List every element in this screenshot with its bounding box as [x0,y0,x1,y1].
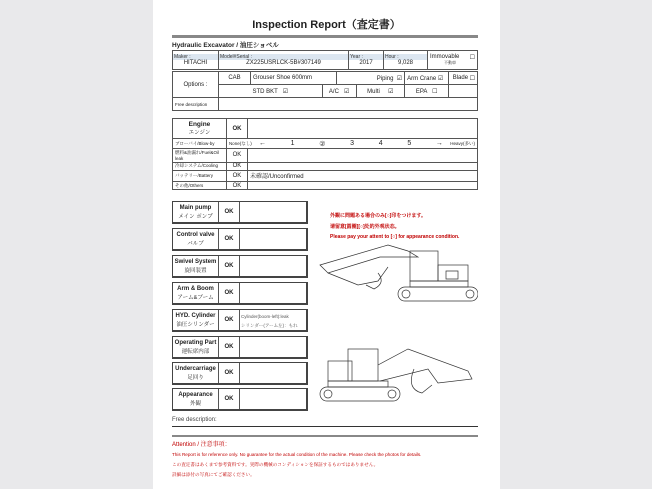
appearance-note: 外観に問題ある場合のみ[○]印をつけます。 请留意[圆圈][○]处的外观状态。 Please pay your attent to [○] for appearance condition. [330,213,460,240]
excavator-side-right-drawing [318,243,478,307]
divider [172,435,478,437]
item-note [240,389,306,409]
free-description-field[interactable] [172,426,478,427]
year: 2017 [359,60,373,66]
item-name: Swivel System 旋回装置 [173,256,219,276]
free-description-field [219,98,478,111]
item-name: Main pump メイン ポンプ [173,202,219,222]
engine-row: 燃料&油漏れ/Fuel&Oil leak OK [173,149,478,163]
inspection-item [172,336,308,359]
attention-title: Attention / 注意事項： [172,442,231,448]
inspection-report-page [153,0,500,489]
item-name: Undercarriage 足回り [173,363,219,383]
hour: 9,028 [397,60,413,66]
options-label: Options : [173,72,219,98]
inspection-item [172,201,308,224]
maker: HITACHI [183,60,208,66]
engine-table: Engine エンジン OK ブローバイ/Blow-by None(なし) ← 1 ② 3 4 5 → Heavy(多い) 燃料&油漏れ/Fuel&Oil leak OK 冷却システム/Cooling OK バッテリー/Battery OK 未確認/Unconfirmed その他/Others OK [172,118,478,190]
inspection-item [172,282,308,305]
immovable-checkbox: ☐ [469,55,475,61]
immovable: Immovable ☐ 不動車 [428,51,478,70]
options-table: Options : CAB Grouser Shoe 600mm Piping ☑ Arm Crane ☑ Blade ☐ STD BKT ☑ A/C ☑ Multi ☑ EPA ☐ Free description [172,71,478,111]
item-note: Cylinder(boom-left):leak シリンダー(アーム左)：もれ [241,314,298,328]
item-note [240,283,306,303]
free-description-label: Free description [173,98,219,111]
free-description-label: Free description: [172,417,217,423]
item-name: HYD. Cylinder 油圧シリンダー [173,310,219,330]
inspection-item [172,309,308,332]
item-status: OK [219,283,240,303]
inspection-item [172,362,308,385]
excavator-side-left-drawing [318,345,478,411]
item-status: OK [219,256,240,276]
item-status: OK [219,310,240,330]
item-note [240,202,306,222]
engine-row: 冷却システム/Cooling OK [173,162,478,170]
info-table: Maker : HITACHI Model#Serial : ZX225USRLCK-5B#307149 Year : 2017 Hour : 9,028 Immovable ☐ 不動車 [172,50,478,70]
item-status: OK [219,229,240,249]
blowby-scale: None(なし) ← 1 ② 3 4 5 → Heavy(多い) [226,139,477,149]
item-name: Control valve バルブ [173,229,219,249]
engine-row: その他/Others OK [173,182,478,190]
item-status: OK [219,202,240,222]
item-note [240,229,306,249]
inspection-item [172,255,308,278]
item-note [240,256,306,276]
report-title: Inspection Report（査定書） [252,19,401,31]
inspection-item [172,388,308,411]
item-name: Appearance 外観 [173,389,219,409]
item-note [240,363,306,383]
model-serial: ZX225USRLCK-5B#307149 [246,60,321,66]
item-status: OK [219,337,240,357]
divider [172,35,478,38]
item-status: OK [219,389,240,409]
item-name: Arm & Boom アーム&ブーム [173,283,219,303]
item-note [240,337,306,357]
inspection-item [172,228,308,251]
item-status: OK [219,363,240,383]
item-name: Operating Part 運転席内部 [173,337,219,357]
engine-row: バッテリー/Battery OK 未確認/Unconfirmed [173,170,478,181]
attention-text: This Report is for reference only. No guarantee for the actual condition of the machine. Please check the photos for details. この査定書はあくまで参考資料です。実際の機械のコンディションを保証するものではありません。 詳細は添付の写真にてご確認ください。 [172,452,422,477]
machine-type: Hydraulic Excavator / 油圧ショベル [172,42,279,49]
